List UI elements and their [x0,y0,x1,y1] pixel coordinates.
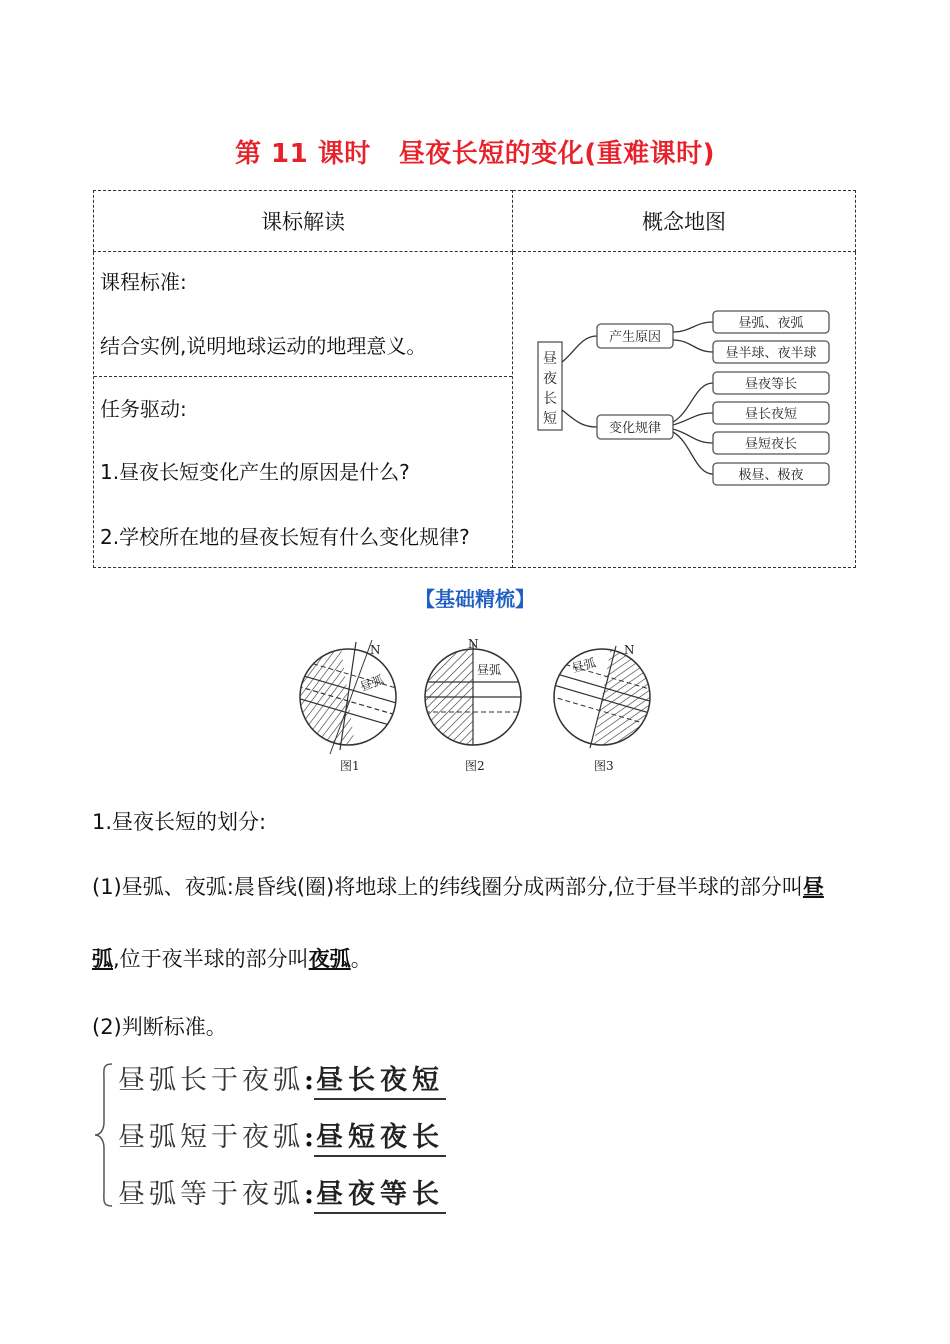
task-label: 任务驱动: [100,397,187,421]
connector [673,413,713,425]
arc-label: 昼弧 [477,663,502,677]
figure-caption: 图3 [594,759,614,773]
connector [562,336,597,362]
page-title [0,133,950,170]
task-question-1: 1.昼夜长短变化产生的原因是什么? [100,460,410,484]
term-day-arc-2: 弧 [92,947,113,971]
item-1-1-line2 [92,943,372,973]
root-char: 昼 [543,351,557,367]
rule-answer: 昼短夜长 [314,1115,446,1157]
task-question-2: 2.学校所在地的昼夜长短有什么变化规律? [100,525,470,549]
pattern-item: 昼长夜短 [744,407,798,422]
root-char: 短 [543,411,557,427]
root-char: 夜 [543,371,557,387]
rule-row [118,1172,446,1214]
title-topic: 昼夜长短的变化(重难课时) [398,139,716,169]
concept-map-cell [513,252,856,568]
term-night-arc: 夜弧 [308,947,351,971]
north-label: N [370,643,381,657]
branch-cause-label: 产生原因 [608,330,662,345]
item-1-2: (2)判断标准。 [92,1015,227,1039]
header-concept-map: 概念地图 [513,191,856,252]
rule-answer: 昼长夜短 [314,1058,446,1100]
globe-figure-3 [550,633,670,773]
root-char: 长 [543,391,557,407]
pattern-item: 极昼、极夜 [738,468,804,483]
standard-text: 结合实例,说明地球运动的地理意义。 [100,334,427,358]
item-1-1-end: 。 [350,947,372,971]
figure-caption: 图2 [465,759,485,773]
globe-figure-1 [290,633,410,773]
rule-colon: : [304,1179,314,1210]
standard-label: 课程标准: [100,270,187,294]
standards-cell [94,252,513,568]
term-day-arc-1: 昼 [802,875,824,899]
connector [673,383,713,422]
arc-label: 昼弧 [570,655,598,676]
connector [673,322,713,332]
item-1-1-mid: ,位于夜半球的部分叫 [113,947,309,971]
item-1-heading: 1.昼夜长短的划分: [92,810,267,834]
section-heading: 【基础精梳】 [415,587,535,611]
title-lesson: 第 11 课时 [234,139,371,169]
connector [673,340,713,352]
header-interpretation: 课标解读 [94,191,513,252]
rule-answer: 昼夜等长 [314,1172,446,1214]
figure-caption: 图1 [340,759,360,773]
connector [562,410,597,427]
rule-colon: : [304,1122,314,1153]
north-label: N [624,643,635,657]
pattern-item: 昼短夜长 [744,437,798,452]
pattern-item: 昼夜等长 [744,377,798,392]
rule-condition: 昼弧长于夜弧 [118,1065,304,1096]
lesson-frame-table [93,190,856,568]
cell-divider [94,376,512,377]
item-1-1-line1 [92,871,824,901]
rule-row [118,1058,446,1100]
arc-label: 昼弧 [358,672,386,694]
rule-row [118,1115,446,1157]
concept-map-diagram [513,252,855,567]
globe-figure-2 [425,637,521,773]
brace-icon [92,1060,116,1210]
rule-colon: : [304,1065,314,1096]
globe-figures [290,632,670,782]
rule-condition: 昼弧短于夜弧 [118,1122,304,1153]
rule-condition: 昼弧等于夜弧 [118,1179,304,1210]
branch-pattern-label: 变化规律 [608,421,662,436]
north-label: N [468,637,479,651]
item-1-1-prefix: (1)昼弧、夜弧:晨昏线(圈)将地球上的纬线圈分成两部分,位于昼半球的部分叫 [92,875,803,899]
cause-item: 昼弧、夜弧 [738,316,804,331]
cause-item: 昼半球、夜半球 [725,346,817,361]
